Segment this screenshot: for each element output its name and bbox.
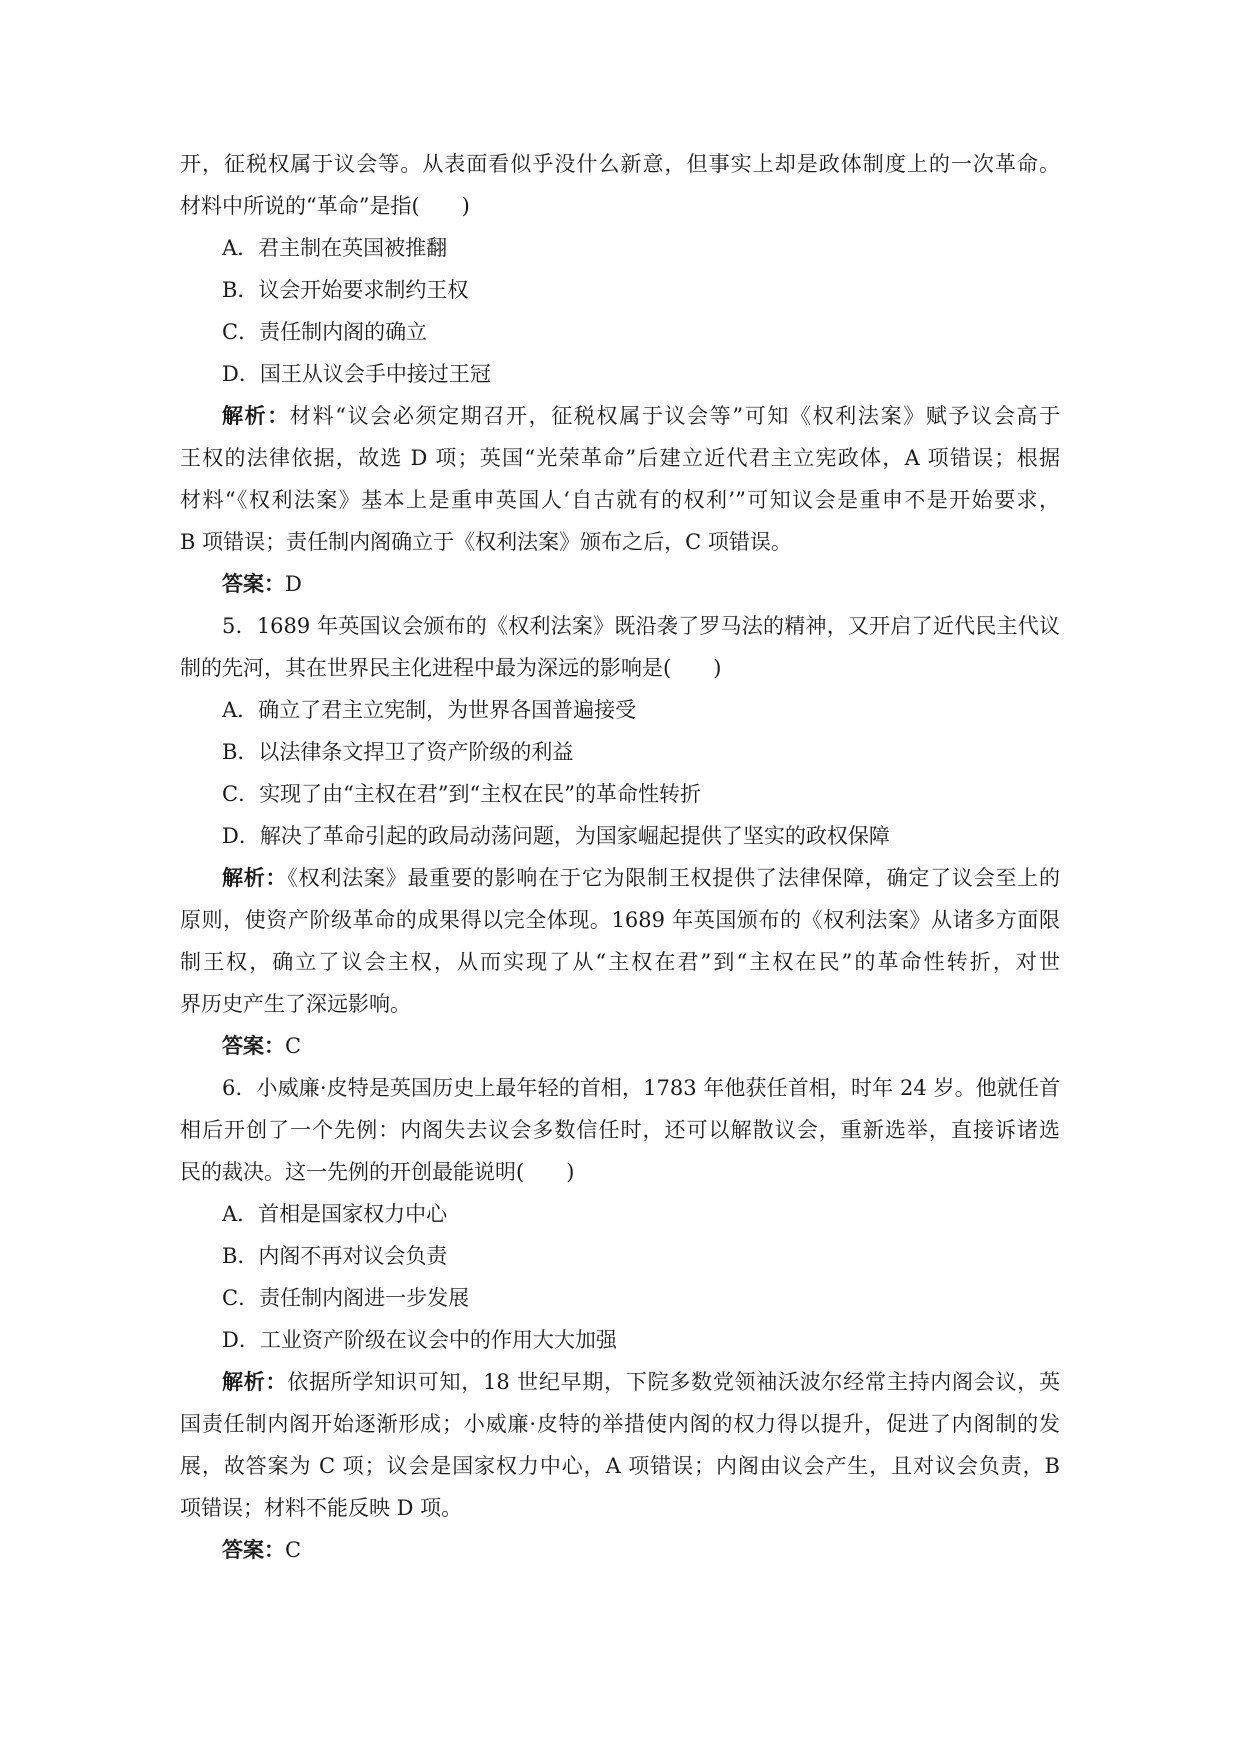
analysis-line: 国责任制内阁开始逐渐形成；小威廉·皮特的举措使内阁的权力得以提升，促进了内阁制的发 — [180, 1412, 1060, 1436]
analysis-line: 原则，使资产阶级革命的成果得以完全体现。1689 年英国颁布的《权利法案》从诸多方面限 — [180, 908, 1060, 932]
option-d: D．国王从议会手中接过王冠 — [222, 362, 491, 386]
analysis-label: 解析： — [222, 1369, 288, 1394]
analysis-line — [180, 1361, 1060, 1403]
question-stem-line: 5．1689 年英国议会颁布的《权利法案》既沿袭了罗马法的精神，又开启了近代民主代议 — [222, 614, 1060, 638]
question-stem-line: 制的先河，其在世界民主化进程中最为深远的影响是( ) — [180, 656, 722, 680]
option-a: A．君主制在英国被推翻 — [222, 236, 448, 260]
option-b: B．议会开始要求制约王权 — [222, 278, 469, 302]
analysis-line — [180, 857, 1060, 899]
answer-label: 答案： — [222, 1537, 285, 1562]
analysis-label: 解析： — [222, 403, 290, 428]
answer-value: D — [285, 572, 302, 596]
analysis-line: 界历史产生了深远影响。 — [180, 992, 411, 1016]
answer-line — [180, 563, 1060, 605]
option-c: C．责任制内阁的确立 — [222, 320, 428, 344]
analysis-label: 解析： — [222, 865, 288, 890]
option-b: B．内阁不再对议会负责 — [222, 1244, 448, 1268]
analysis-line: 展，故答案为 C 项；议会是国家权力中心，A 项错误；内阁由议会产生，且对议会负责，B — [180, 1454, 1060, 1478]
answer-label: 答案： — [222, 571, 285, 596]
analysis-text: 材料“议会必须定期召开，征税权属于议会等”可知《权利法案》赋予议会高于 — [289, 404, 1060, 428]
question-stem-line: 开，征税权属于议会等。从表面看似乎没什么新意，但事实上却是政体制度上的一次革命。 — [180, 152, 1060, 176]
option-a: A．确立了君主立宪制，为世界各国普遍接受 — [222, 698, 637, 722]
analysis-text: 依据所学知识可知，18 世纪早期，下院多数党领袖沃波尔经常主持内阁会议，英 — [287, 1370, 1060, 1394]
option-b: B．以法律条文捍卫了资产阶级的利益 — [222, 740, 574, 764]
analysis-text: 《权利法案》最重要的影响在于它为限制王权提供了法律保障，确定了议会至上的 — [287, 866, 1060, 890]
answer-line — [180, 1025, 1060, 1067]
option-a: A．首相是国家权力中心 — [222, 1202, 448, 1226]
question-stem-line: 民的裁决。这一先例的开创最能说明( ) — [180, 1160, 575, 1184]
answer-value: C — [285, 1538, 302, 1562]
answer-value: C — [285, 1034, 302, 1058]
option-d: D．解决了革命引起的政局动荡问题，为国家崛起提供了坚实的政权保障 — [222, 824, 890, 848]
answer-line — [180, 1529, 1060, 1571]
analysis-line: B 项错误；责任制内阁确立于《权利法案》颁布之后，C 项错误。 — [180, 530, 792, 554]
analysis-line: 王权的法律依据，故选 D 项；英国“光荣革命”后建立近代君主立宪政体，A 项错误；根据 — [180, 446, 1060, 470]
question-stem-line: 材料中所说的“革命”是指( ) — [180, 194, 470, 218]
option-c: C．实现了由“主权在君”到“主权在民”的革命性转折 — [222, 782, 702, 806]
analysis-line: 制王权，确立了议会主权，从而实现了从“主权在君”到“主权在民”的革命性转折，对世 — [180, 950, 1060, 974]
analysis-line — [180, 395, 1060, 437]
answer-label: 答案： — [222, 1033, 285, 1058]
document-page — [180, 143, 1060, 1571]
analysis-line: 材料“《权利法案》基本上是重申英国人‘自古就有的权利’”可知议会是重申不是开始要求， — [180, 488, 1060, 512]
option-c: C．责任制内阁进一步发展 — [222, 1286, 470, 1310]
question-stem-line: 相后开创了一个先例：内阁失去议会多数信任时，还可以解散议会，重新选举，直接诉诸选 — [180, 1118, 1060, 1142]
question-stem-line: 6．小威廉·皮特是英国历史上最年轻的首相，1783 年他获任首相，时年 24 岁。他就任首 — [222, 1076, 1060, 1100]
option-d: D．工业资产阶级在议会中的作用大大加强 — [222, 1328, 617, 1352]
analysis-line: 项错误；材料不能反映 D 项。 — [180, 1496, 463, 1520]
